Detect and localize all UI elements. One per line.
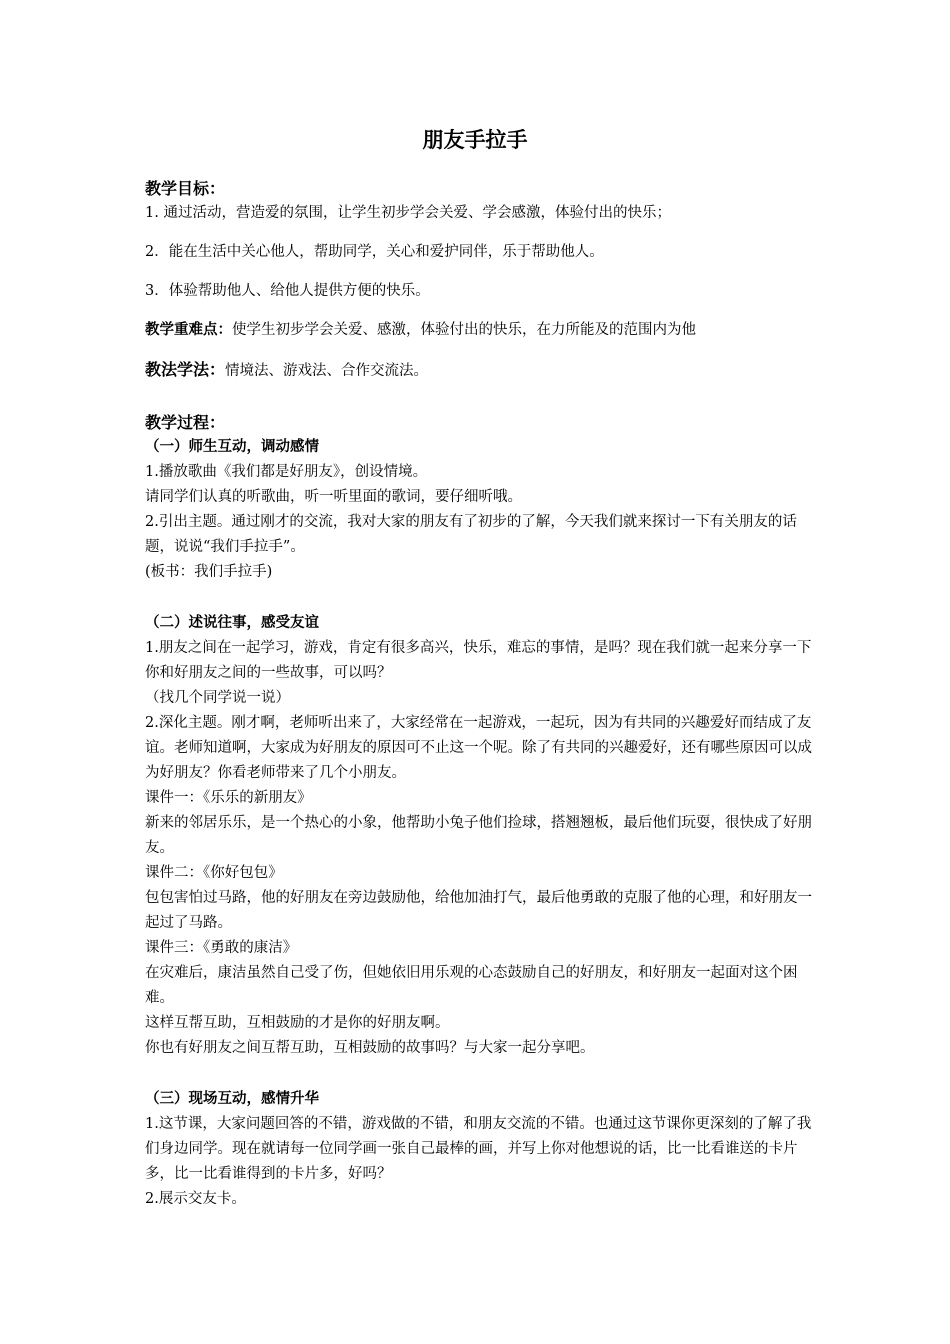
goals-heading: 教学目标： bbox=[145, 179, 226, 198]
section-line: 你也有好朋友之间互帮互助，互相鼓励的故事吗？与大家一起分享吧。 bbox=[145, 1040, 595, 1056]
section-line: 2.引出主题。通过刚才的交流，我对大家的朋友有了初步的了解，今天我们就来探讨一下有关朋友的话题，说说“我们手拉手”。 bbox=[145, 514, 797, 555]
section-line: 2.深化主题。刚才啊，老师听出来了，大家经常在一起游戏，一起玩，因为有共同的兴趣爱好而结成了友谊。老师知道啊，大家成为好朋友的原因可不止这一个呢。除了有共同的兴趣爱好，还有哪些原因可以成为好朋友？你看老师带来了几个小朋友。 bbox=[145, 715, 812, 781]
goal-item: 2．能在生活中关心他人，帮助同学，关心和爱护同伴，乐于帮助他人。 bbox=[145, 244, 604, 260]
document-body bbox=[145, 176, 815, 1212]
section-line: 请同学们认真的听歌曲，听一听里面的歌词，要仔细听哦。 bbox=[145, 489, 522, 505]
section-title: （一）师生互动，调动感情 bbox=[145, 439, 319, 455]
section-line: (板书：我们手拉手) bbox=[145, 564, 273, 580]
methods-label: 教法学法： bbox=[145, 360, 226, 379]
section-line: （找几个同学说一说） bbox=[145, 690, 290, 706]
methods-text: 情境法、游戏法、合作交流法。 bbox=[225, 363, 429, 379]
key-points-label: 教学重难点： bbox=[145, 322, 232, 338]
section-line: 1.朋友之间在一起学习，游戏，肯定有很多高兴，快乐，难忘的事情，是吗？现在我们就一起来分享一下你和好朋友之间的一些故事，可以吗？ bbox=[145, 640, 812, 681]
section-line: 课件一：《乐乐的新朋友》 bbox=[145, 790, 312, 806]
document-title: 朋友手拉手 bbox=[422, 128, 528, 152]
goal-item: 1. 通过活动，营造爱的氛围，让学生初步学会关爱、学会感激，体验付出的快乐； bbox=[145, 205, 671, 221]
methods-paragraph bbox=[145, 357, 815, 384]
section-line: 1.这节课，大家问题回答的不错，游戏做的不错，和朋友交流的不错。也通过这节课你更深刻的了解了我们身边同学。现在就请每一位同学画一张自己最棒的画，并写上你对他想说的话，比一比看谁送的卡片多，比一比看谁得到的卡片多，好吗？ bbox=[145, 1116, 812, 1182]
goal-item: 3．体验帮助他人、给他人提供方便的快乐。 bbox=[145, 283, 430, 299]
section-line: 这样互帮互助，互相鼓励的才是你的好朋友啊。 bbox=[145, 1015, 450, 1031]
key-points-text: 使学生初步学会关爱、感激，体验付出的快乐，在力所能及的范围内为他 bbox=[232, 322, 696, 338]
section-line: 1.播放歌曲《我们都是好朋友》，创设情境。 bbox=[145, 464, 428, 480]
section-line: 课件三：《勇敢的康洁》 bbox=[145, 940, 298, 956]
section-line: 新来的邻居乐乐，是一个热心的小象，他帮助小兔子他们捡球，搭翘翘板，最后他们玩耍，很快成了好朋友。 bbox=[145, 815, 812, 856]
section-line: 课件二：《你好包包》 bbox=[145, 865, 283, 881]
section-line: 在灾难后，康洁虽然自己受了伤，但她依旧用乐观的心态鼓励自己的好朋友，和好朋友一起面对这个困难。 bbox=[145, 965, 798, 1006]
section-line: 包包害怕过马路，他的好朋友在旁边鼓励他，给他加油打气，最后他勇敢的克服了他的心理，和好朋友一起过了马路。 bbox=[145, 890, 812, 931]
section-title: （三）现场互动，感情升华 bbox=[145, 1091, 319, 1107]
process-heading: 教学过程： bbox=[145, 413, 226, 432]
section-title: （二）述说往事，感受友谊 bbox=[145, 615, 319, 631]
key-points-paragraph bbox=[145, 318, 815, 343]
section-line: 2.展示交友卡。 bbox=[145, 1191, 246, 1207]
